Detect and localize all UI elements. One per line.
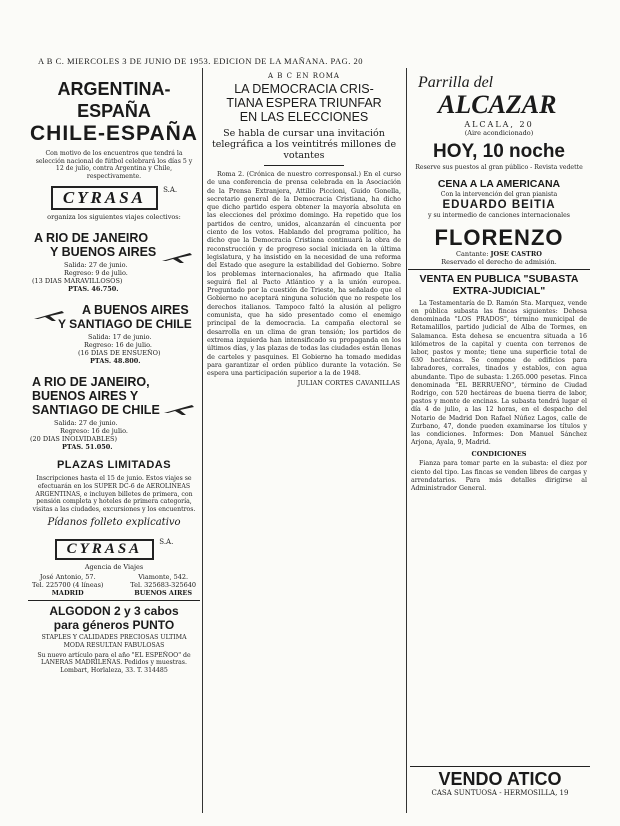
trip-2-title2: Y SANTIAGO DE CHILE xyxy=(58,317,192,332)
folleto-text: Pídanos folleto explicativo xyxy=(47,517,181,529)
trip-1-title2: Y BUENOS AIRES xyxy=(50,245,157,260)
brand-name: CYRASA xyxy=(66,541,143,558)
algodon-body: STAPLES Y CALIDADES PRECIOSAS ULTIMA MODA RESULTAN FABULOSAS xyxy=(41,634,187,649)
title-line-1: LA DEMOCRACIA CRIS- xyxy=(234,82,374,96)
alcazar-logo: ALCAZAR xyxy=(438,90,557,119)
algodon-headline: ALGODON 2 y 3 cabos xyxy=(49,604,179,619)
vendo-ad xyxy=(410,766,590,797)
announce-text: organiza los siguientes viajes colectivos: xyxy=(47,213,181,222)
florenzo-headline: FLORENZO xyxy=(434,224,564,250)
trip-1 xyxy=(28,231,200,293)
article-column xyxy=(204,68,404,818)
trip-2-price: PTAS. 48.800. xyxy=(90,357,141,366)
divider xyxy=(408,269,590,270)
trip-2 xyxy=(28,303,200,365)
headline-chile-espana: CHILE-ESPAÑA xyxy=(30,122,198,145)
divider xyxy=(264,165,344,166)
cantante-name: JOSE CASTRO xyxy=(490,249,542,258)
cyrasa-ad-column xyxy=(28,68,200,818)
brand-name: CYRASA xyxy=(62,188,147,208)
vendo-headline: VENDO ATICO xyxy=(438,769,562,789)
airplane-icon xyxy=(162,401,196,415)
agency-text: Agencia de Viajes xyxy=(84,563,144,572)
trip-2-return: Regreso: 16 de julio. xyxy=(84,341,152,350)
trip-3-title3: SANTIAGO DE CHILE xyxy=(32,403,160,418)
trip-1-depart: Salida: 27 de junio. xyxy=(64,261,128,270)
reserved-text: Reservado el derecho de admisión. xyxy=(441,257,557,266)
page-header: A B C. MIERCOLES 3 DE JUNIO DE 1953. EDICION DE LA MAÑANA. PAG. 20 xyxy=(38,56,363,66)
condiciones-body: Fianza para tomar parte en la subasta: el diez por ciento del tipo. Las fincas se venden libres de cargas y arrendatarios. Para más detalles dirigirse al Administrador General. xyxy=(411,460,587,493)
trip-3-return: Regreso: 16 de julio. xyxy=(60,427,128,436)
pianist-body: y su intermedio de canciones internacionales xyxy=(428,212,570,220)
cantante-label: Cantante: xyxy=(456,249,489,258)
trip-1-days: (13 DIAS MARAVILLOSOS) xyxy=(32,277,123,286)
vendo-body: CASA SUNTUOSA - HERMOSILLA, 19 xyxy=(431,789,569,797)
aire-text: (Aire acondicionado) xyxy=(464,129,534,137)
trip-3 xyxy=(28,375,200,451)
trip-3-depart: Salida: 27 de junio. xyxy=(54,419,118,428)
venta-headline-2: EXTRA-JUDICIAL" xyxy=(452,284,546,297)
condiciones-heading: CONDICIONES xyxy=(471,450,527,459)
plazas-limitadas: PLAZAS LIMITADAS xyxy=(56,459,172,472)
parrilla-label: Parrilla del xyxy=(418,74,494,91)
intro-text: Con motivo de los encuentros que tendrá la selección nacional de fútbol celebrará los días 5 y 12 de julio, contra Argentina y Chile, respectivamente. xyxy=(35,150,193,180)
madrid-city: MADRID xyxy=(51,589,84,598)
column-divider xyxy=(202,68,203,813)
cyrasa-logo xyxy=(51,186,158,210)
ba-street: Viamonte, 542. xyxy=(138,573,189,582)
hoy-headline: HOY, 10 noche xyxy=(433,141,565,162)
title-line-3: EN LAS ELECCIONES xyxy=(239,110,369,124)
brand-suffix: S.A. xyxy=(163,186,178,195)
trip-1-price: PTAS. 46.750. xyxy=(68,285,119,294)
trip-3-title1: A RIO DE JANEIRO, xyxy=(32,375,150,390)
venta-headline: VENTA EN PUBLICA "SUBASTA xyxy=(419,272,579,285)
brand-suffix: S.A. xyxy=(159,538,174,547)
headline-argentina-espana: ARGENTINA-ESPAÑA xyxy=(57,79,171,121)
article-body: Roma 2. (Crónica de nuestro corresponsal.) En el curso de una conferencia de prensa celebrada en la Asociación de la Prensa Extranjera, Attilio Piccioni, Guido Gonella, secretario general de la Democracia Cristiana, ha dicho que dicho partido espera obtener la mayoría absoluta en las elecciones del próximo domingo. Ha repetido que los partidos de centro, unidos, alcanzarán el cincuenta por ciento de los votos. Hablando del programa político, ha dicho que la Democracia Cristiana continuará la obra de reconstrucción y de progreso social iniciada en la última legislatura, y ha insistido en la necesidad de una reforma del Estado que asegure la estabilidad del Gobierno. Sobre los problemas internacionales, ha afirmado que Italia seguirá fiel al Pacto Atlántico y a la unión europea. Preguntado por la cuestión de Trieste, ha señalado que el Gobierno no aceptará ninguna solución que no respete los derechos italianos. Tampoco faltó la alusión al peligro comunista, que ha sido presentado como el enemigo principal de la democracia. La campaña electoral se desarrolla en un clima de gran tensión; los partidos de extrema izquierda han intensificado su propaganda en los últimos días, y las plazas de todas las ciudades están llenas de carteles y pasquines. El Gobierno ha tomado medidas para garantizar el orden público durante la votación. Se espera una participación superior a la de 1948. xyxy=(207,170,401,378)
trip-3-title2: BUENOS AIRES Y xyxy=(32,389,139,404)
trip-3-days: (20 DIAS INOLVIDABLES) xyxy=(30,435,117,444)
cena-headline: CENA A LA AMERICANA xyxy=(437,177,561,190)
signature: JULIAN CORTES CAVANILLAS xyxy=(297,379,400,388)
airplane-icon xyxy=(32,307,66,321)
alcazar-address: ALCALA, 20 xyxy=(464,120,534,129)
algodon-headline-2: para géneros PUNTO xyxy=(53,618,175,633)
hoy-body: Reserve sus puestos al gran público - Revista vedette xyxy=(415,164,583,171)
addresses xyxy=(32,573,196,597)
algodon-tail: Su nuevo artículo para el año "EL ESPEÑOO" de LANERAS MADRILEÑAS. Pedidos y muestras. Lombart, Horlaleza, 33. T. 314485 xyxy=(37,651,191,674)
madrid-address xyxy=(32,573,103,597)
venta-body: La Testamentaría de D. Ramón Sta. Marquez, vende en pública subasta las fincas siguientes: Dehesa denominada "LOS PRADOS", término municipal de Retamalillos, partido judicial de Alba de Tormes, en Salamanca. Esta dehesa se encuentra situada a 16 kilómetros de la capital y cuenta con terrenos de labor, pastos y monte; tiene una superficie total de 630 hectáreas. Se compone de edificios para labradores, corrales, tinados y establos, con agua abundante. Tipo de subasta: 1.265.000 pesetas. Finca denominada "EL BERRUEÑO", término de Ciudad Rodrigo, con 520 hectáreas de buena tierra de labor, pastos y monte de encinas. La subasta tendrá lugar el día 4 de julio, a las 12 horas, en el despacho del Notario de Madrid Don Rafael Núñez Lagos, calle de Zurbano, 47, donde pueden examinarse los títulos y las condiciones. Informes: Don Manuel Sánchez Arjona, Ayala, 9, Madrid. xyxy=(411,299,587,447)
buenos-aires-address xyxy=(130,573,196,597)
pianist-name: EDUARDO BEITIA xyxy=(442,199,556,212)
madrid-street: José Antonio, 57. xyxy=(39,573,96,582)
cantante-line xyxy=(408,250,590,258)
ads-column xyxy=(408,68,590,818)
ba-city: BUENOS AIRES xyxy=(134,589,193,598)
cyrasa-logo-small xyxy=(55,539,155,560)
trip-1-title1: A RIO DE JANEIRO xyxy=(34,231,149,246)
ba-phone: Tel. 325683-325640 xyxy=(130,581,196,590)
trip-2-days: (16 DIAS DE ENSUEÑO) xyxy=(78,349,161,358)
subtitle: Se habla de cursar una invitación telegráfica a los veintitrés millones de votantes xyxy=(211,128,397,161)
conditions-text: Inscripciones hasta el 15 de junio. Estos viajes se efectuarán en los SUPER DC-6 de AEROLINEAS ARGENTINAS, e incluyen billetes de primera, con pensión completa y hoteles de primera categoría, visitas a las ciudades, excursiones y los encuentros. xyxy=(32,475,196,513)
madrid-phone: Tel. 225700 (4 líneas) xyxy=(32,581,104,590)
column-divider xyxy=(406,68,407,813)
title-line-2: TIANA ESPERA TRIUNFAR xyxy=(226,96,382,110)
trip-1-return: Regreso: 9 de julio. xyxy=(64,269,128,278)
trip-2-depart: Salida: 17 de junio. xyxy=(88,333,152,342)
divider xyxy=(28,600,200,601)
kicker: A B C EN ROMA xyxy=(268,72,340,80)
airplane-icon xyxy=(160,249,194,263)
trip-2-title1: A BUENOS AIRES xyxy=(82,303,189,318)
trip-3-price: PTAS. 51.050. xyxy=(62,443,113,452)
cena-body: Con la intervención del gran pianista xyxy=(440,190,558,198)
